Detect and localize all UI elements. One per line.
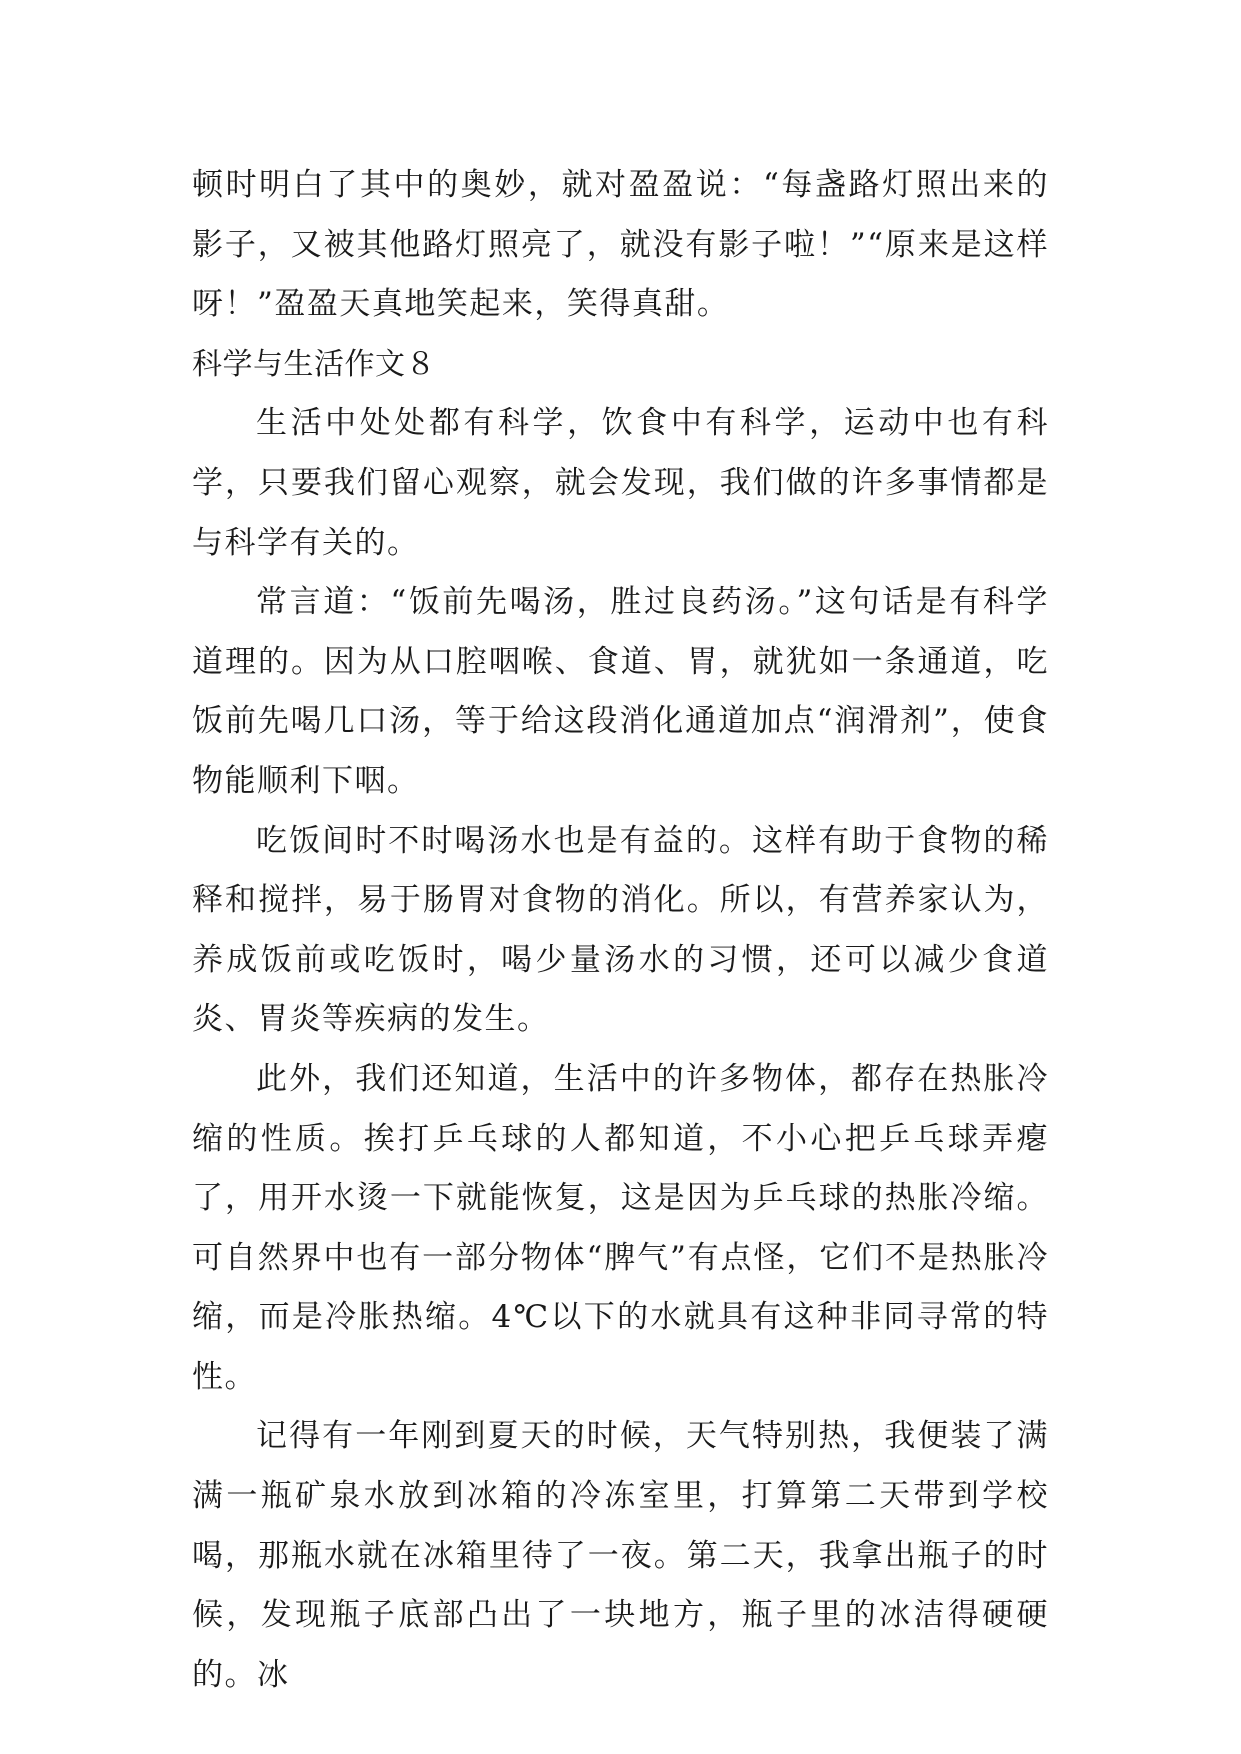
- paragraph-5: 记得有一年刚到夏天的时候，天气特别热，我便装了满满一瓶矿泉水放到冰箱的冷冻室里，打算第二天带到学校喝，那瓶水就在冰箱里待了一夜。第二天，我拿出瓶子的时候，发现瓶子底部凸出了一块地方，瓶子里的冰洁得硬硬的。冰: [192, 1418, 1049, 1693]
- paragraph-3: 吃饭间时不时喝汤水也是有益的。这样有助于食物的稀释和搅拌，易于肠胃对食物的消化。所以，有营养家认为，养成饭前或吃饭时，喝少量汤水的习惯，还可以减少食道炎、胃炎等疾病的发生。: [192, 822, 1049, 1038]
- paragraph-2: 常言道：“饭前先喝汤，胜过良药汤。”这句话是有科学道理的。因为从口腔咽喉、食道、胃，就犹如一条通道，吃饭前先喝几口汤，等于给这段消化通道加点“润滑剂”，使食物能顺利下咽。: [192, 584, 1049, 799]
- section-title: 科学与生活作文８: [192, 346, 436, 382]
- intro-paragraph: 顿时明白了其中的奥妙，就对盈盈说：“每盏路灯照出来的影子，又被其他路灯照亮了，就没有影子啦！”“原来是这样呀！”盈盈天真地笑起来，笑得真甜。: [192, 167, 1049, 323]
- paragraph-1: 生活中处处都有科学，饮食中有科学，运动中也有科学，只要我们留心观察，就会发现，我们做的许多事情都是与科学有关的。: [192, 405, 1049, 561]
- paragraph-4: 此外，我们还知道，生活中的许多物体，都存在热胀冷缩的性质。挨打乒乓球的人都知道，不小心把乒乓球弄瘪了，用开水烫一下就能恢复，这是因为乒乓球的热胀冷缩。可自然界中也有一部分物体“脾气”有点怪，它们不是热胀冷缩，而是冷胀热缩。4℃以下的水就具有这种非同寻常的特性。: [192, 1060, 1049, 1395]
- document-body: [192, 156, 1049, 1705]
